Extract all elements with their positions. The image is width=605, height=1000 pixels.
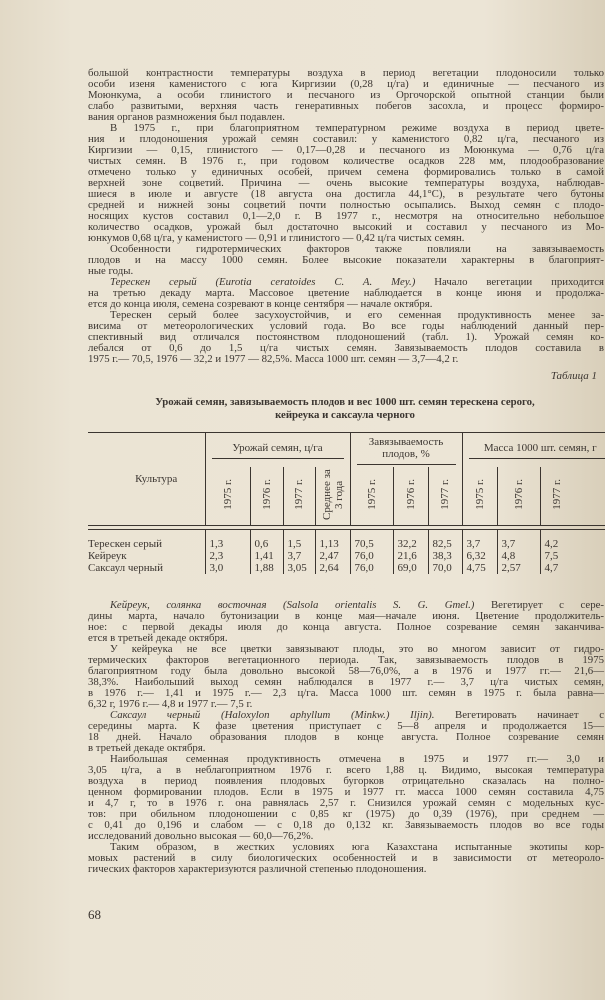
header-year [393,467,428,526]
table-title-line: кейреука и саксаула черного [275,409,415,421]
text-line: в 1976 г.— 1,41 и 1975 г.— 2,3 ц/га. Масса 1000 шт. семян в 1975 г. была равна— [88,687,604,699]
year-label: 1975 г. [221,479,234,510]
header-year [462,467,497,526]
table-cell: 70,5 [350,530,393,551]
text-line: слабо развитыми, верхняя часть генеративных побегов засохла, и процесс формиро- [88,100,604,112]
text-line: 1975 г.— 70,5, 1976 — 32,2 и 1977 — 82,5%. Масса 1000 шт. семян — 3,7—4,2 г. [88,353,459,365]
text-line: тов: при обильном плодоношении с 0,85 кг (1975) до 0,39 (1976), при среднем — [88,808,604,820]
header-year [350,467,393,526]
text-line: и 4,7 г, то в 1976 г. она равнялась 2,57 г. Снизился урожай семян с модельных кус- [88,797,604,809]
year-label: 1975 г. [473,479,486,510]
species-name: Терескен серый (Eurotia ceratoides C. A. Mey.) [110,276,416,288]
table-cell: 3,7 [462,530,497,551]
text-line: висима от метеорологических условий года. Во все годы наблюдений данный пер- [88,320,604,332]
text-line: 3,05 ц/га, а в неблагоприятном 1976 г. всего 1,88 ц. Видимо, высокая температура [88,764,604,776]
table-cell: 32,2 [393,530,428,551]
table-cell: 21,6 [393,550,428,562]
text-line: мовых растений в силу биологических особенностей и в зависимости от метеороло- [88,852,604,864]
text-line: особи изеня каменистого с юга Киргизии (0,28 ц/га) и единичные — песчаного из [88,78,604,90]
text-line: носящих кустов составил 0,1—2,0 г. В 1977 г., несмотря на относительно небольшое [88,210,604,222]
data-table [88,432,605,574]
table-cell: 1,5 [283,530,315,551]
table-cell: 2,3 [205,550,250,562]
text-line: большой контрастности температуры воздуха в период вегетации плодоносили только [88,67,604,79]
table-cell: 2,64 [315,562,350,574]
body-text-top [88,68,604,365]
header-average [315,467,350,526]
text-line: верхней зоне соцветий. Причина — очень высокие температуры воздуха, наблюдав- [88,177,604,189]
table-cell: 3,05 [283,562,315,574]
text-line: на третью декаду марта. Массовое цветение наблюдается в конце июня и продолжа- [88,287,604,299]
year-label: 1975 г. [365,479,378,510]
table-cell: 1,3 [205,530,250,551]
table-cell: 2,47 [315,550,350,562]
page-number: 68 [88,907,101,922]
text-line: благоприятном году была довольно высокой 58—76,0%, а в 1976 и 1977 гг.— 21,6— [88,665,604,677]
table-title-line: Урожай семян, завязываемость плодов и вес 1000 шт. семян терескена серого, [155,396,535,408]
text-line: ные годы. [88,265,134,277]
table-cell: 3,7 [283,550,315,562]
average-label: Среднее за 3 года [320,469,345,520]
text-line: дины марта, начало бутонизации в конце мая—начале июня. Цветение продолжитель- [88,610,604,622]
table-title [95,396,595,422]
table-cell: 4,7 [540,562,605,574]
table-cell: 38,3 [428,550,462,562]
text-line: количество осадков, урожай был достаточно высокий и составил у песчаного из Мо- [88,221,604,233]
table-cell: 3,0 [205,562,250,574]
culture-name: Кейреук [88,550,127,562]
species-name: Кейреук, солянка восточная (Salsola orientalis S. G. Gmel.) [110,599,475,611]
text-line: лебался от 0,6 до 1,5 ц/га чистых семян. Завязываемость плодов составила в [88,342,604,354]
text-line: В 1975 г., при благоприятном температурном режиме воздуха в период цвете- [110,122,604,134]
header-year [283,467,315,526]
header-year [250,467,283,526]
year-label: 1977 г. [550,479,563,510]
text-line: термических факторов вегетационного периода. Так, завязываемость плодов в 1975 [88,654,604,666]
header-mass-label: Масса 1000 шт. семян, г [469,442,605,459]
table-cell: 2,57 [497,562,540,574]
text-line: средней и нижней зоны соцветий почти полностью осыпались. Выход семян с плодо- [88,199,604,211]
text-line: ния и плодоношения урожай семян составил: у каменистого 0,82 ц/га, песчаного из [88,133,604,145]
header-year [497,467,540,526]
text-line: чистых семян. В 1976 г., при годовом количестве осадков 228 мм, плодообразование [88,155,604,167]
text-line: Терескен серый более засухоустойчив, и его семенная продуктивность менее за- [110,309,604,321]
text-line: Особенности гидротермических факторов также повлияли на завязываемость [110,243,604,255]
body-text-bottom [88,600,604,875]
header-culture: Культура [135,473,178,485]
table-row [88,530,605,551]
year-label: 1976 г. [260,479,273,510]
year-label: 1976 г. [512,479,525,510]
table-cell: 7,5 [540,550,605,562]
text-line: ное: с первой декады июля до конца августа. Полное созревание семян заканчива- [88,621,604,633]
table-cell: 4,75 [462,562,497,574]
table-cell: 4,2 [540,530,605,551]
table-cell: 1,41 [250,550,283,562]
header-year [428,467,462,526]
text-line: Моюнкума, а особи глинистого и песчаного из Оргочорской опытной станции были [88,89,604,101]
table-cell: 6,32 [462,550,497,562]
culture-name: Терескен серый [88,538,162,550]
text-line: исследований довольно высокая — 60,0—76,2%. [88,830,314,842]
text-line: ценном формировании плодов. Если в 1975 и 1977 гг. масса 1000 семян составила 4,75 [88,786,604,798]
text-line: У кейреука не все цветки завязывают плоды, это во многом зависит от гидро- [110,643,604,655]
table-label: Таблица 1 [550,370,597,382]
table-cell: 82,5 [428,530,462,551]
table-cell: 1,88 [250,562,283,574]
text-line: ется до конца июля, семена созревают в конце сентября — начале октября. [88,298,433,310]
text-line: Наибольшая семенная продуктивность отмечена в 1975 и 1977 гг.— 3,0 и [110,753,604,765]
header-yield-label: Урожай семян, ц/га [212,442,344,459]
table-cell: 3,7 [497,530,540,551]
table-cell: 70,0 [428,562,462,574]
text-line: 38,3%. Наибольший выход семян наблюдался в 1977 г.— 3,7 ц/га чистых семян, [88,676,604,688]
text-fragment: Вегетировать начинает с [434,709,604,721]
table-cell: 76,0 [350,562,393,574]
header-mass [462,433,605,468]
table-cell: 69,0 [393,562,428,574]
species-name: Саксаул черный (Haloxylon aphyllum (Minkw.) Iljin). [110,709,435,721]
text-line: юнкумов 0,68 ц/га, у каменистого — 0,91 и глинистого — 0,42 ц/га чистых семян. [88,232,465,244]
header-setting-label: Завязываемость плодов, % [357,436,456,465]
year-label: 1977 г. [293,479,305,510]
header-year [540,467,605,526]
year-label: 1976 г. [404,479,417,510]
table-cell: 76,0 [350,550,393,562]
text-line: 6,32 г, 1976 г.— 4,8 и 1977 г.— 7,5 г. [88,698,253,710]
text-line: середины марта. К фазе цветения приступает с 5—8 апреля и продолжается 15— [88,720,604,732]
text-line: гических факторов характеризуются различной степенью плодоношения. [88,863,427,875]
text-line: в третьей декаде октября. [88,742,206,754]
table-cell: 0,6 [250,530,283,551]
table-row [88,562,605,574]
text-line: с 0,41 до 0,196 и слабом — с 0,18 до 0,132 кг. Завязываемость плодов во все годы [88,819,604,831]
text-line: отмечено только у единичных особей, причем семена формировались только в самой [88,166,604,178]
table-row [88,550,605,562]
table-cell: 1,13 [315,530,350,551]
text-fragment: Начало вегетации приходится [415,276,604,288]
header-year [205,467,250,526]
text-line: спективный вид отличался постоянством плодоношений (табл. 1). Урожай семян ко- [88,331,604,343]
text-line: плодов и на массу 1000 семян. Более высокие показатели характерны в благоприят- [88,254,604,266]
header-setting [350,433,462,468]
text-line: ется в третьей декаде октября. [88,632,228,644]
header-yield [205,433,350,468]
text-fragment: Вегетирует с сере- [474,599,604,611]
text-line: воздуха в период появления плодовых бугорков отрицательно сказалась на полно- [88,775,604,787]
year-label: 1977 г. [439,479,451,510]
culture-name: Саксаул черный [88,562,163,574]
text-line: 18 дней. Начало образования плодов в конце августа. Полное созревание семян [88,731,604,743]
text-line: Таким образом, в жестких условиях юга Казахстана испытанные экотипы кор- [110,841,604,853]
text-line: вания органов размножения был подавлен. [88,111,285,123]
text-line: Киргизии — 0,15, глинистого — 0,17—0,28 и песчаного из Моюнкума — 0,76 ц/га [88,144,604,156]
table-cell: 4,8 [497,550,540,562]
text-line: шиеся в июле и августе (18 августа она достигла 44,1°С), в результате чего бутоны [88,188,604,200]
